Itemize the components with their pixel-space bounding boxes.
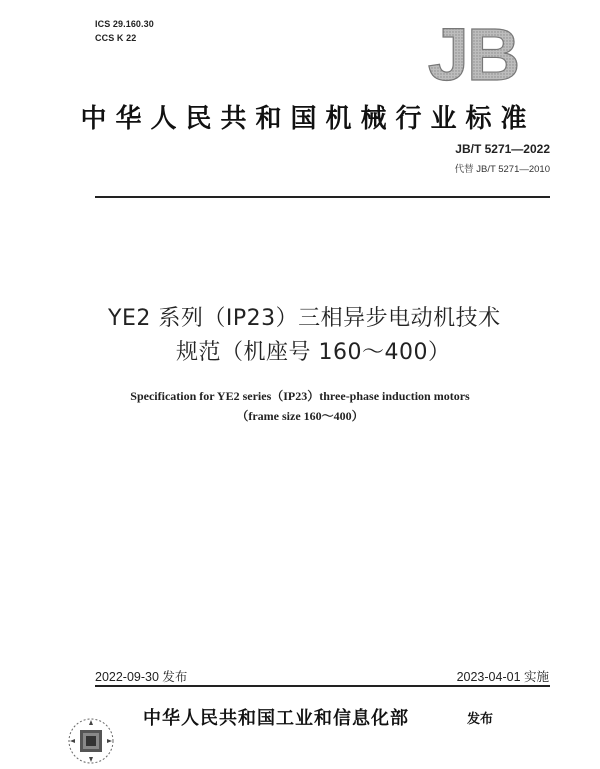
english-title-line-1: Specification for YE2 series（IP23）three-phase induction motors [130, 389, 470, 403]
ministry-emblem-icon [66, 716, 116, 766]
ccs-code: CCS K 22 [95, 33, 137, 43]
implementation-date: 2023-04-01 实施 [456, 670, 549, 684]
jb-logo-icon [419, 22, 527, 88]
chinese-title-line-2: 规范（机座号 160～400） [176, 340, 451, 365]
chinese-title-line-1: YE2 系列（IP23）三相异步电动机技术 [108, 306, 501, 331]
replaces-standard: 代替 JB/T 5271—2010 [454, 164, 550, 175]
english-title-line-2: （frame size 160～400） [236, 409, 364, 423]
publisher-name: 中华人民共和国工业和信息化部 [143, 708, 409, 729]
standard-category-title: 中华人民共和国机械行业标准 [80, 104, 536, 134]
standard-number: JB/T 5271—2022 [455, 142, 550, 156]
bottom-divider [95, 685, 550, 687]
publisher-suffix: 发布 [467, 712, 494, 727]
logo-text: JB [427, 22, 519, 88]
issue-date: 2022-09-30 发布 [95, 670, 188, 684]
ics-code: ICS 29.160.30 [95, 19, 154, 29]
top-divider [95, 196, 550, 198]
